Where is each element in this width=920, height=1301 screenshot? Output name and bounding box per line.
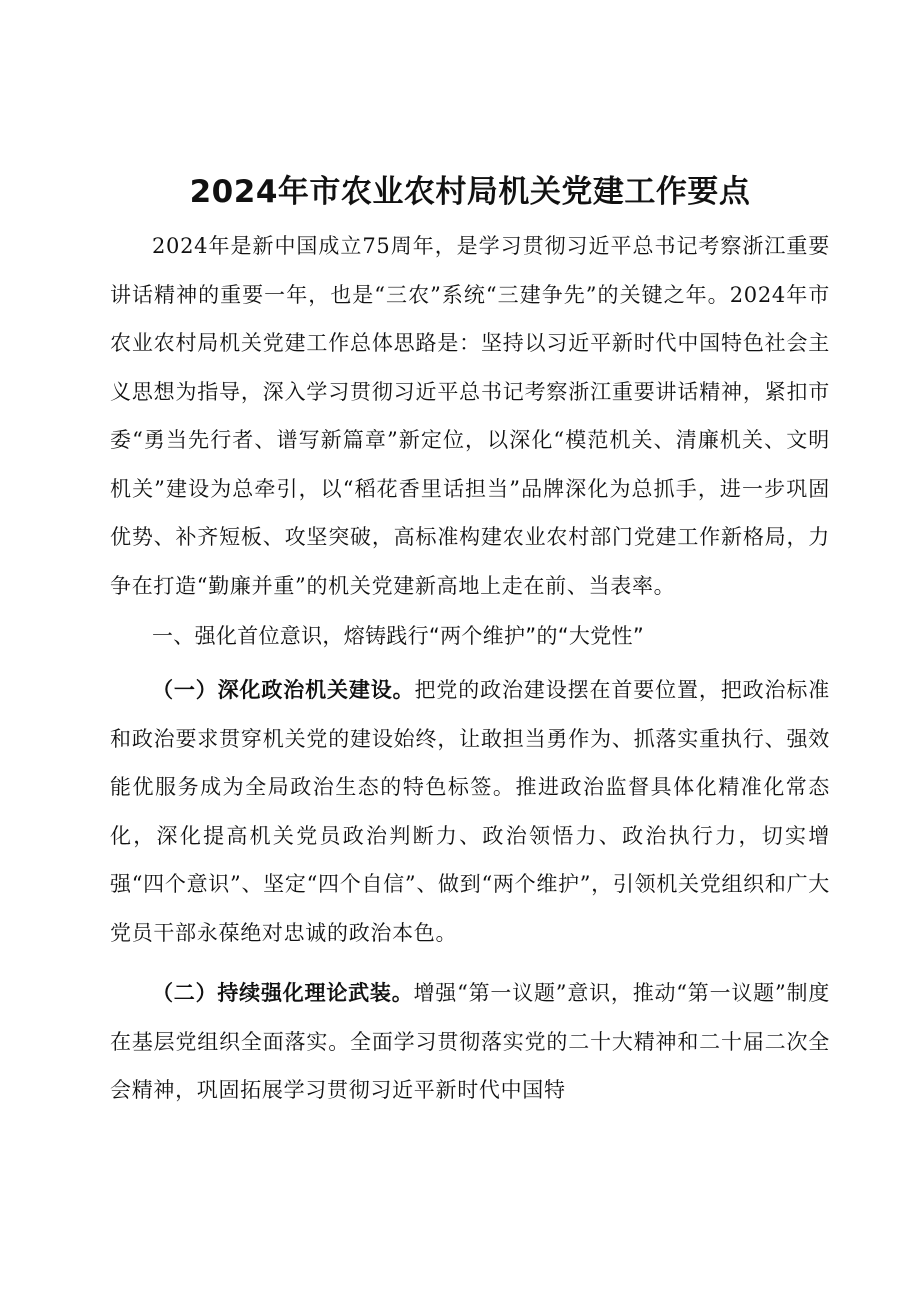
item-2-paragraph <box>110 969 830 1115</box>
document-title: 2024年市农业农村局机关党建工作要点 <box>189 174 751 210</box>
item-1-paragraph <box>110 666 830 957</box>
intro-paragraph: 2024年是新中国成立75周年，是学习贯彻习近平总书记考察浙江重要讲话精神的重要一年，也是“三农”系统“三建争先”的关键之年。2024年市农业农村局机关党建工作总体思路是：坚持以习近平新时代中国特色社会主义思想为指导，深入学习贯彻习近平总书记考察浙江重要讲话精神，紧扣市委“勇当先行者、谱写新篇章”新定位，以深化“模范机关、清廉机关、文明机关”建设为总牵引，以“稻花香里话担当”品牌深化为总抓手，进一步巩固优势、补齐短板、攻坚突破，高标准构建农业农村部门党建工作新格局，力争在打造“勤廉并重”的机关党建新高地上走在前、当表率。 <box>110 234 830 598</box>
item-1-lead: （一）深化政治机关建设。 <box>152 678 415 702</box>
item-2-lead: （二）持续强化理论武装。 <box>152 981 414 1005</box>
item-2-body: 增强“第一议题”意识，推动“第一议题”制度在基层党组织全面落实。全面学习贯彻落实党的二十大精神和二十届二次全会精神，巩固拓展学习贯彻习近平新时代中国特 <box>110 981 830 1102</box>
item-1-body: 把党的政治建设摆在首要位置，把政治标准和政治要求贯穿机关党的建设始终，让敢担当勇作为、抓落实重执行、强效能优服务成为全局政治生态的特色标签。推进政治监督具体化精准化常态化，深化提高机关党员政治判断力、政治领悟力、政治执行力，切实增强“四个意识”、坚定“四个自信”、做到“两个维护”，引领机关党组织和广大党员干部永葆绝对忠诚的政治本色。 <box>110 678 830 945</box>
section-heading-1: 一、强化首位意识，熔铸践行“两个维护”的“大党性” <box>152 624 645 648</box>
